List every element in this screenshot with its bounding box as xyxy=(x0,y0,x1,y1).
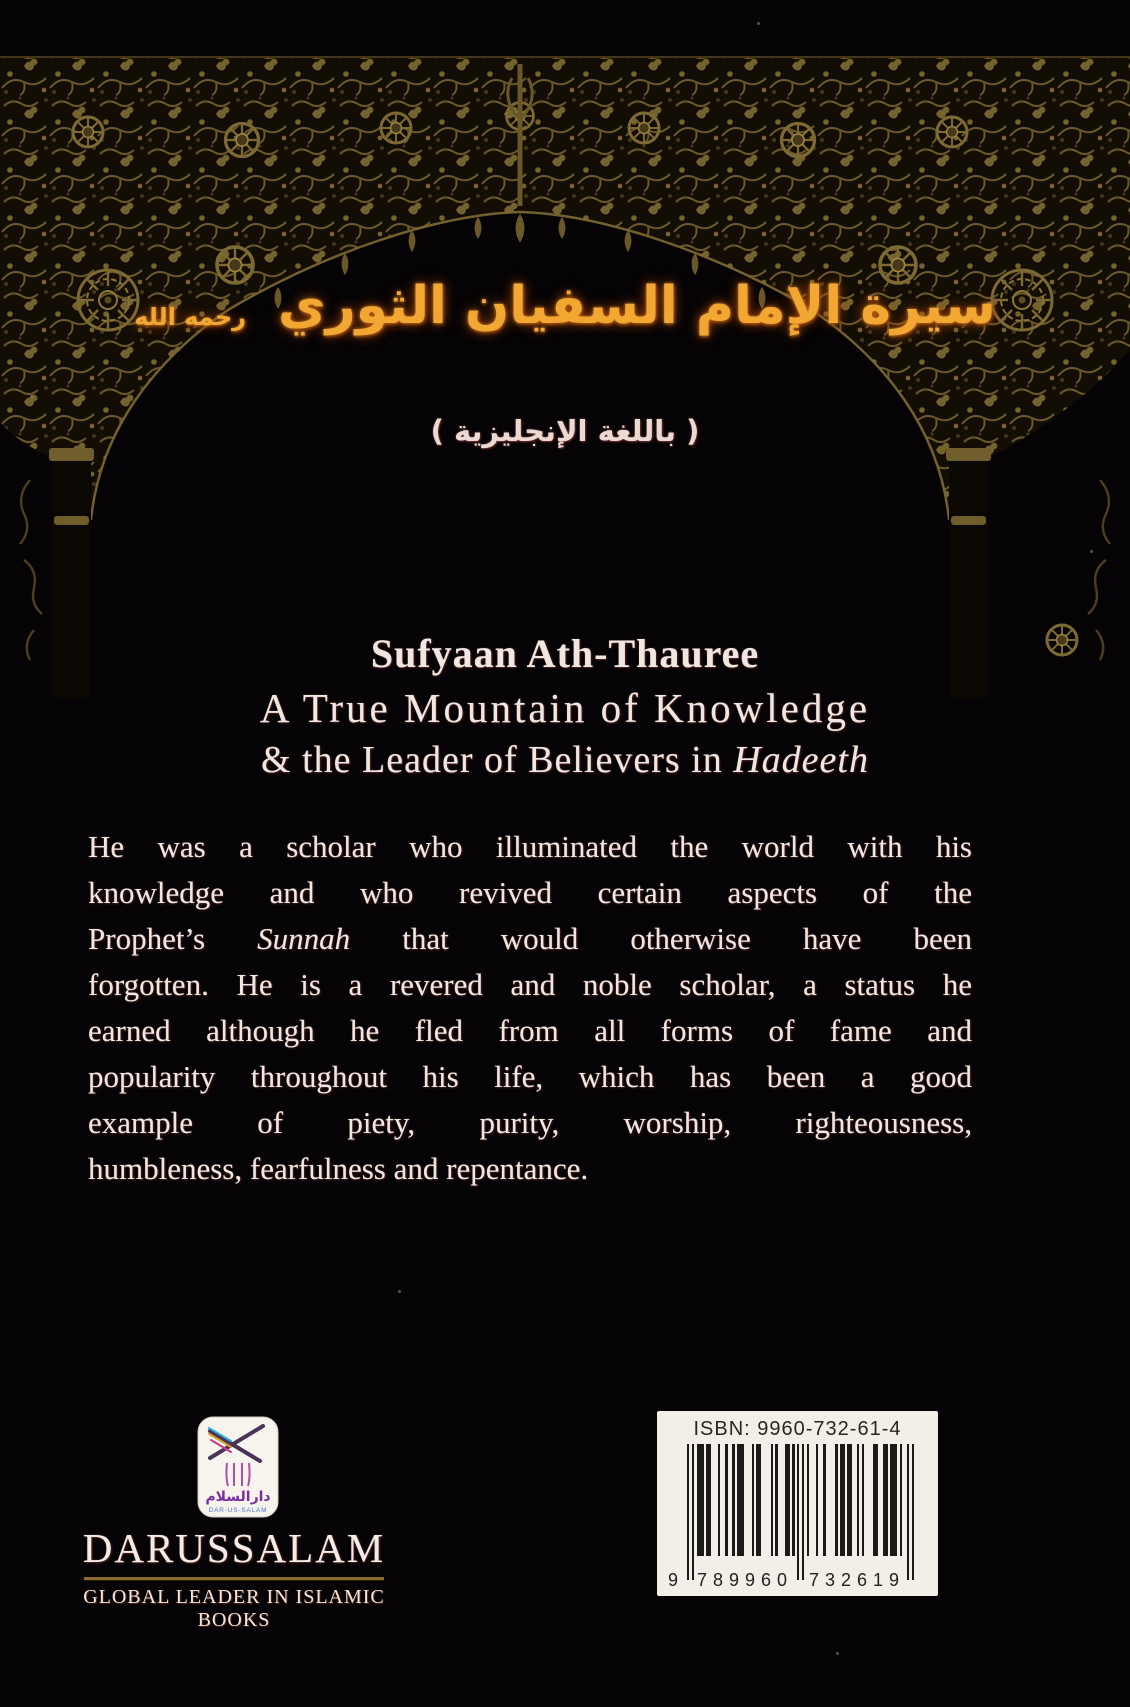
description-line xyxy=(88,916,972,962)
book-author-heading: Sufyaan Ath-Thauree xyxy=(370,631,760,676)
arabic-subtitle: ( باللغة الإنجليزية ) xyxy=(430,414,700,448)
publisher-name: DARUSSALAM xyxy=(82,1525,386,1571)
book-subtitle-line2 xyxy=(0,738,1130,782)
publisher-tagline: GLOBAL LEADER IN ISLAMIC BOOKS xyxy=(83,1586,385,1631)
subtitle2-prefix: & the Leader of Believers in xyxy=(261,739,734,781)
barcode-bars xyxy=(687,1444,915,1580)
publisher-divider xyxy=(84,1577,384,1580)
arabic-title-text: سيرة الإمام السفيان الثوري xyxy=(278,276,996,336)
dust-speck xyxy=(30,395,33,398)
description-line: earned although he fled from all forms of fame and xyxy=(88,1013,972,1048)
rahimahullah-calligraphy: رحمه الله xyxy=(134,303,246,331)
description-line: He was a scholar who illuminated the world with his xyxy=(88,829,972,864)
line3-pre: Prophet’s xyxy=(88,921,258,956)
dust-speck xyxy=(398,1290,401,1293)
description-line: popularity throughout his life, which has been a good xyxy=(88,1059,972,1094)
description-line: forgotten. He is a revered and noble scholar, a status he xyxy=(88,967,972,1002)
arabic-title xyxy=(0,276,1130,336)
line3-italic: Sunnah xyxy=(257,921,351,956)
barcode-digits-left: 789960 xyxy=(697,1570,794,1590)
line3-post: that would otherwise have been xyxy=(350,921,972,956)
ornamental-arch-decoration xyxy=(0,0,1130,720)
isbn-label: ISBN: 9960-732-61-4 xyxy=(693,1418,902,1440)
description-line: knowledge and who revived certain aspects of the xyxy=(88,875,972,910)
description-paragraph xyxy=(88,824,972,1192)
logo-arabic-text: دارالسلام xyxy=(205,1489,271,1505)
description-line: example of piety, purity, worship, righteousness, xyxy=(88,1105,972,1140)
dust-speck xyxy=(757,22,760,25)
book-subtitle-line1: A True Mountain of Knowledge xyxy=(259,685,871,731)
description-line: humbleness, fearfulness and repentance. xyxy=(88,1151,589,1186)
darussalam-logo xyxy=(197,1416,279,1518)
subtitle2-italic: Hadeeth xyxy=(733,739,869,781)
dust-speck xyxy=(836,1652,839,1655)
barcode-panel xyxy=(657,1411,938,1596)
logo-latin-text: DAR-US-SALAM xyxy=(208,1507,268,1514)
dust-speck xyxy=(1090,550,1093,553)
barcode-digits-right: 732619 xyxy=(809,1570,906,1590)
barcode-digit-lead: 9 xyxy=(667,1570,678,1590)
